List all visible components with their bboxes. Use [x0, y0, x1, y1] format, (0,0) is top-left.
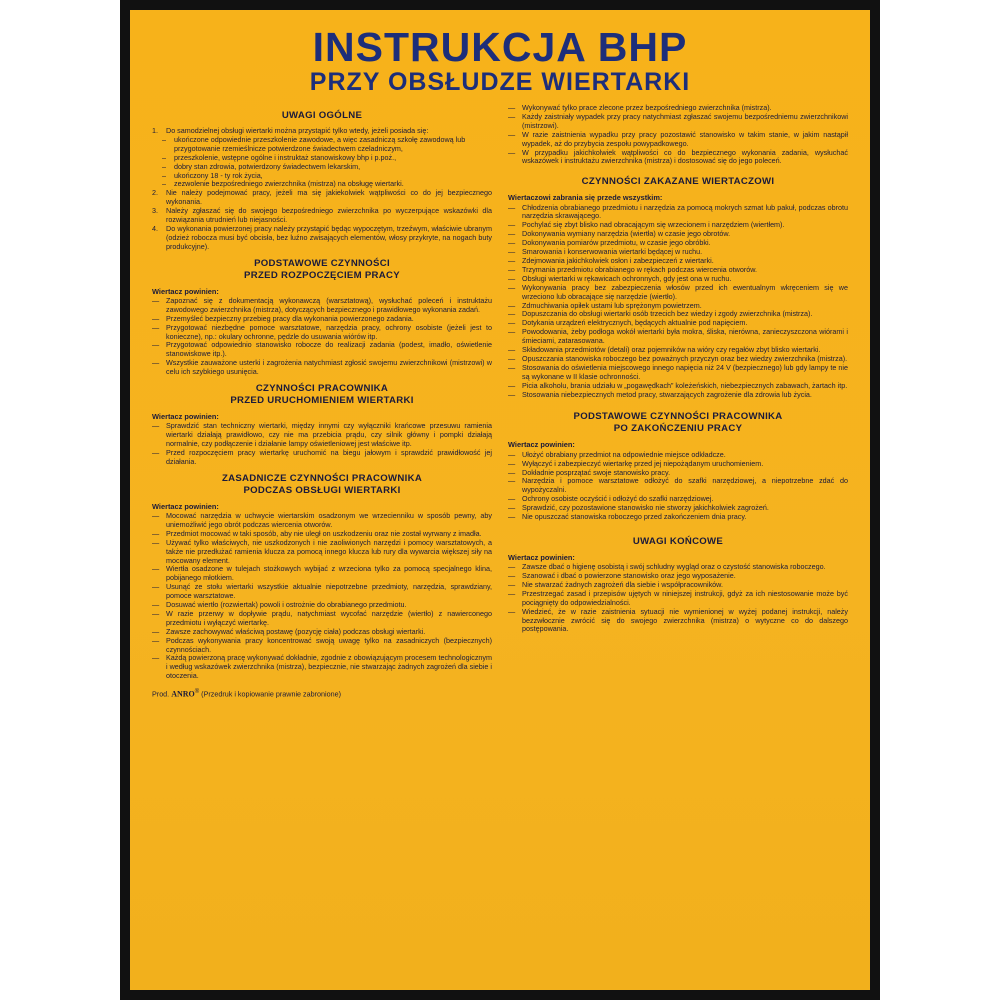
list-item: [152, 324, 492, 342]
list-item-text: Dokonywania wymiany narzędzia (wiertła) w czasie jego obrotów.: [522, 229, 731, 239]
list-item: [508, 204, 848, 222]
numbered-item-text: Należy zgłaszać się do swojego bezpośredniego zwierzchnika po wyczerpujące wskazówki dla rozwiązania utrudnień lub niejasności.: [166, 206, 492, 225]
list-uwagi-ogolne: [152, 127, 492, 252]
list-item: [152, 341, 492, 359]
dash-bullet: [508, 284, 520, 293]
producer-footer: [152, 689, 492, 698]
list-item: [508, 513, 848, 522]
list-item-text: Chłodzenia obrabianego przedmiotu i narzędzia za pomocą mokrych szmat lub pakuł, podczas obrotu narzędzia skrawającego.: [522, 202, 848, 221]
sign-frame: [120, 0, 880, 1000]
section-title-uwagi-ogolne: UWAGI OGÓLNE: [281, 110, 363, 121]
list-item-text: Przedmiot mocować w taki sposób, aby nie uległ on uszkodzeniu oraz nie został wyrwany z imadła.: [166, 528, 482, 538]
list-item-text: Zdmuchiwania opiłek ustami lub sprężonym powietrzem.: [522, 300, 702, 310]
section-title-podczas-obslugi: [152, 473, 492, 497]
list-item-text: Przygotować niezbędne pomoce warsztatowe, narzędzia pracy, ochrony osobiste (jeżeli jest to konieczne), np.: okulary ochronne, pędzle do usuwania wiórów itp.: [166, 322, 492, 341]
list-item-text: Trzymania przedmiotu obrabianego w rękach podczas wiercenia otworów.: [522, 264, 758, 274]
list-item-text: Wiertła osadzone w tulejach stożkowych wybijać z wrzeciona tylko za pomocą specjalnego klina, pobijanego młotkiem.: [166, 564, 492, 583]
item-number: 1.: [152, 126, 158, 135]
list-item: [508, 149, 848, 167]
list-item-text: Sprawdzić, czy pozostawione stanowisko nie stworzy jakichkolwiek zagrożeń.: [522, 503, 769, 513]
dash-bullet: [152, 565, 164, 574]
section-title-uwagi-koncowe: UWAGI KOŃCOWE: [632, 535, 724, 547]
list-item-text: Opuszczania stanowiska roboczego bez poważnych przyczyn oraz bez wiedzy zwierzchnika (mistrza).: [522, 353, 848, 363]
list-item: [152, 512, 492, 530]
list-item: [152, 565, 492, 583]
list-item-text: Zapoznać się z dokumentacją wykonawczą (warsztatową), wysłuchać poleceń i instruktażu zawodowego zwierzchnika (mistrza), dotyczących bezpiecznego i prawidłowego wykonania zadań.: [166, 295, 492, 314]
section-title-line: PODSTAWOWE CZYNNOŚCI PRACOWNIKA: [573, 411, 783, 423]
section-lead: Wiertaczowi zabrania się przede wszystkim:: [508, 193, 663, 203]
numbered-item-text: Nie należy podejmować pracy, jeżeli ma się jakiekolwiek wątpliwości co do jej bezpiecznego wykonania.: [166, 188, 492, 207]
list-item-text: Obsługi wiertarki w rękawicach ochronnych, gdy jest ona w ruchu.: [522, 273, 732, 283]
dash-bullet: [508, 131, 520, 140]
list-item-text: Narzędzia i pomoce warsztatowe odłożyć do szafki narzędziowej, a niepotrzebne zdać do wypożyczalni.: [522, 476, 848, 495]
list-item: [508, 328, 848, 346]
section-title-line: PODCZAS OBSŁUGI WIERTARKI: [243, 484, 401, 496]
dash-bullet: [152, 449, 164, 458]
list-item-text: Przed rozpoczęciem pracy wiertarkę uruchomić na biegu jałowym i sprawdzić prawidłowość jej działania.: [166, 447, 492, 466]
item-number: 3.: [152, 206, 158, 216]
list-subitem-text: ukończone odpowiednie przeszkolenie zawodowe, a więc zasadniczą szkołę zawodową lub przygotowanie rzemieślnicze potwierdzone świadectwem czeladniczym,: [174, 134, 466, 153]
list-item-text: Wykonywać tylko prace zlecone przez bezpośredniego zwierzchnika (mistrza).: [522, 103, 772, 112]
section-title-czynnosci-zakazane: CZYNNOŚCI ZAKAZANE WIERTACZOWI: [581, 176, 775, 188]
list-item-text: Powodowania, żeby podłoga wokół wiertarki była mokra, śliska, nierówna, zanieczyszczona wiórami i śmieciami, zatarasowana.: [522, 327, 848, 346]
list-item-text: Dokładnie posprzątać swoje stanowisko pracy.: [522, 467, 671, 477]
list-item: [152, 297, 492, 315]
list-item: [152, 539, 492, 566]
list-item: [508, 113, 848, 131]
list-item-text: Stosowania do oświetlenia miejscowego innego napięcia niż 24 V (bezpiecznego) lub gdy lampy te nie są wykonane w II klasie ochronności.: [522, 362, 848, 381]
list-czynnosci-zakazane: [508, 204, 848, 400]
dash-bullet: [508, 590, 520, 599]
dash-bullet: [152, 583, 164, 592]
list-continuation: [508, 104, 848, 166]
dash-bullet: [152, 654, 164, 663]
dash-bullet: [508, 149, 520, 158]
list-item-text: Zawsze dbać o higienę osobistą i swój schludny wygląd oraz o czystość stanowiska roboczego.: [522, 562, 826, 572]
list-item-text: W przypadku jakichkolwiek wątpliwości co do bezpiecznego wykonania zadania, wysłuchać wskazówek i instruktażu zwierzchnika (mistrza) i dostosować się do jego poleceń.: [522, 147, 848, 166]
dash-bullet: [508, 204, 520, 213]
section-title-line: CZYNNOŚCI PRACOWNIKA: [255, 383, 389, 395]
list-podczas-obslugi: [152, 512, 492, 681]
list-item-text: Używać tylko właściwych, nie uszkodzonych i nie zaoliwionych narzędzi i pomocy warsztatowych, a także nie przedłużać ramienia klucza za pomocą innego klucza lub rury dla wywarcia większej siły na mocowany element.: [166, 537, 492, 565]
section-title-przed-uruchomieniem: [152, 383, 492, 407]
list-item-text: Przygotować odpowiednio stanowisko robocze do realizacji zadania (podest, imadło, oświetlenie stanowiskowe itp.).: [166, 340, 492, 359]
list-item-text: Mocować narzędzia w uchwycie wiertarskim osadzonym we wrzecienniku w sposób pewny, aby uniemożliwić jego obrót podczas wiercenia otworów.: [166, 510, 492, 529]
list-item: [508, 477, 848, 495]
dash-bullet: [152, 341, 164, 350]
registered-mark: ®: [194, 689, 200, 696]
dash-bullet: [508, 513, 520, 522]
section-title-po-zakonczeniu: [508, 411, 848, 435]
list-item-text: Pochylać się zbyt blisko nad obracającym się wrzecionem i narzędziem (wiertłem).: [522, 220, 785, 230]
dash-bullet: [508, 608, 520, 617]
right-column: [508, 104, 848, 699]
dash-bullet: [508, 364, 520, 373]
list-item-text: Nie stwarzać żadnych zagrożeń dla siebie i współpracowników.: [522, 579, 723, 589]
list-item: [152, 637, 492, 655]
list-item-text: Przestrzegać zasad i przepisów ujętych w niniejszej instrukcji, gdyż za ich niestosowanie może być pociągnięty do odpowiedzialności.: [522, 588, 848, 607]
list-subitem-text: przeszkolenie, wstępne ogólne i instruktaż stanowiskowy bhp i p.poż.,: [174, 152, 397, 162]
list-item-text: Nie opuszczać stanowiska roboczego przed zakończeniem dnia pracy.: [522, 512, 747, 522]
list-item-text: Wiedzieć, że w razie zaistnienia sytuacji nie wymienionej w wyżej podanej instrukcji, należy bezzwłocznie zwrócić się do swojego zwierzchnika (mistrza) o wytyczne co do dalszego postępowania.: [522, 606, 848, 634]
columns: [152, 104, 848, 699]
list-item-text: Sprawdzić stan techniczny wiertarki, między innymi czy wyłączniki krańcowe przesuwu ramienia wiertarki działają prawidłowo, czy nie ma przebicia prądu, czy silnik główny i pompki działają normalnie, czy podłączenie i działanie lampy oświetleniowej jest właściwe itp.: [166, 421, 492, 449]
dash-bullet: [152, 539, 164, 548]
dash-bullet: [162, 136, 166, 145]
list-przed-uruchomieniem: [152, 422, 492, 467]
list-item-text: Ułożyć obrabiany przedmiot na odpowiednie miejsce odkładcze.: [522, 449, 726, 459]
sign-title: INSTRUKCJA BHP: [312, 24, 688, 70]
list-item-text: Zawsze zachowywać właściwą postawę (pozycję ciała) podczas obsługi wiertarki.: [166, 626, 426, 636]
dash-bullet: [152, 512, 164, 521]
section-lead: Wiertacz powinien:: [152, 412, 219, 422]
list-przed-rozpoczeciem: [152, 297, 492, 377]
list-item-text: Stosowania niebezpiecznych metod pracy, stwarzających zagrożenie dla zdrowia lub życia.: [522, 389, 812, 399]
list-item: [508, 284, 848, 302]
dash-bullet: [152, 359, 164, 368]
list-item-text: W razie przerwy w dopływie prądu, natychmiast wycofać narzędzie (wiertło) z nawierconego przedmiotu i wyłączyć wiertarkę.: [166, 608, 492, 627]
numbered-item-text: Do samodzielnej obsługi wiertarki można przystąpić tylko wtedy, jeżeli posiada się:: [166, 126, 429, 135]
list-item-text: Podczas wykonywania pracy koncentrować swoją uwagę tylko na zasadniczych (bezpiecznych) czynnościach.: [166, 635, 492, 654]
list-item: [152, 359, 492, 377]
dash-bullet: [152, 422, 164, 431]
list-item: [508, 131, 848, 149]
section-lead: Wiertacz powinien:: [508, 440, 575, 450]
section-title-przed-rozpoczeciem: [152, 258, 492, 282]
dash-bullet: [508, 113, 520, 122]
list-item: [152, 610, 492, 628]
list-item-text: Każdy zaistniały wypadek przy pracy natychmiast zgłaszać swojemu bezpośredniemu zwierzchnikowi (mistrzowi).: [522, 111, 848, 130]
list-item-text: W razie zaistnienia wypadku przy pracy pozostawić stanowisko w takim stanie, w jakim nastąpił wypadek, aż do przybycia zespołu powypadkowego.: [522, 129, 848, 148]
list-item-text: Wszystkie zauważone usterki i zagrożenia natychmiast zgłosić swojemu zwierzchnikowi (mistrzowi) w celu ich szybkiego usunięcia.: [166, 358, 492, 377]
list-item-text: Dotykania urządzeń elektrycznych, będących aktualnie pod napięciem.: [522, 318, 748, 328]
list-item-text: Smarowania i konserwowania wiertarki będącej w ruchu.: [522, 247, 703, 257]
list-item-text: Zdejmowania jakichkolwiek osłon i zabezpieczeń z wiertarki.: [522, 255, 714, 265]
list-item: [152, 583, 492, 601]
list-po-zakonczeniu: [508, 451, 848, 522]
list-item-text: Składowania przedmiotów (detali) oraz pojemników na wióry czy regałów zbyt blisko wiertarki.: [522, 345, 821, 355]
numbered-item: [152, 225, 492, 252]
numbered-item: [152, 189, 492, 207]
dash-bullet: [152, 297, 164, 306]
list-item: [152, 449, 492, 467]
producer-brand: ANRO: [171, 689, 195, 699]
list-subitem-text: zezwolenie bezpośredniego zwierzchnika (mistrza) na obsługę wiertarki.: [174, 179, 404, 189]
section-lead: Wiertacz powinien:: [152, 501, 219, 511]
list-subitem-text: ukończony 18 - ty rok życia,: [174, 170, 263, 180]
item-number: 2.: [152, 188, 158, 198]
list-uwagi-koncowe: [508, 563, 848, 634]
list-subitem: [152, 136, 492, 154]
copyright-note: (Przedruk i kopiowanie prawnie zabronione): [201, 689, 342, 699]
dash-bullet: [152, 324, 164, 333]
list-item-text: Wykonywania pracy bez zabezpieczenia włosów przed ich ewentualnym wkręceniem się we wrzeciono lub obracające się narzędzie (wiertło).: [522, 282, 848, 301]
list-item: [152, 422, 492, 449]
list-item-text: Picia alkoholu, brania udziału w „pogawędkach” koleżeńskich, niebezpiecznych zabawach, żartach itp.: [522, 380, 848, 390]
section-title-line: PRZED ROZPOCZĘCIEM PRACY: [244, 269, 400, 281]
dash-bullet: [508, 391, 520, 400]
list-item-text: Przemyśleć bezpieczny przebieg pracy dla wykonania powierzonego zadania.: [166, 313, 414, 323]
dash-bullet: [508, 477, 520, 486]
list-item: [508, 391, 848, 400]
section-title-line: PODSTAWOWE CZYNNOŚCI: [254, 257, 390, 269]
list-item: [152, 654, 492, 681]
bhp-instruction-sign: [130, 10, 870, 990]
list-item: [508, 608, 848, 635]
list-item-text: Szanować i dbać o powierzone stanowisko oraz jego wyposażenie.: [522, 571, 736, 581]
list-item: [508, 364, 848, 382]
list-item-text: Ochrony osobiste oczyścić i odłożyć do szafki narzędziowej.: [522, 494, 714, 504]
section-lead: Wiertacz powinien:: [152, 286, 219, 296]
list-item-text: Wyłączyć i zabezpieczyć wiertarkę przed jej niepożądanym uruchomieniem.: [522, 458, 764, 468]
numbered-item: [152, 207, 492, 225]
list-item-text: Dokonywania pomiarów przedmiotu, w czasie jego obróbki.: [522, 238, 711, 248]
section-title-line: ZASADNICZE CZYNNOŚCI PRACOWNIKA: [221, 472, 423, 484]
list-item-text: Każdą powierzoną pracę wykonywać dokładnie, zgodnie z obowiązującym procesem technologicznym i według wskazówek zwierzchnika (mistrza), bezpiecznie, nie stwarzając żadnych zagrożeń dla siebie i otoczenia.: [166, 653, 492, 681]
dash-bullet: [152, 637, 164, 646]
footer-prefix: Prod.: [152, 689, 170, 699]
item-number: 4.: [152, 223, 158, 233]
numbered-item-text: Do wykonania powierzonej pracy należy przystąpić będąc wypoczętym, trzeźwym, właściwie ubranym (odzież robocza musi być obcisła, bez luźno zwisających elementów, włosy przykryte, na nogach buty produkcyjne).: [166, 223, 492, 251]
list-item-text: Dosuwać wiertło (rozwiertak) powoli i ostrożnie do obrabianego przedmiotu.: [166, 600, 407, 610]
section-title-line: PO ZAKOŃCZENIU PRACY: [613, 423, 743, 435]
left-column: [152, 104, 492, 699]
section-title-line: PRZED URUCHOMIENIEM WIERTARKI: [230, 395, 414, 407]
list-item-text: Dopuszczania do obsługi wiertarki osób trzecich bez wiedzy i zgody zwierzchnika (mistrza).: [522, 309, 813, 319]
section-lead: Wiertacz powinien:: [508, 552, 575, 562]
dash-bullet: [152, 610, 164, 619]
list-item-text: Usunąć ze stołu wiertarki wszystkie aktualnie niepotrzebne przedmioty, narzędzia, sprawdziany, pomoce warsztatowe.: [166, 582, 492, 601]
list-subitem-text: dobry stan zdrowia, potwierdzony świadectwem lekarskim,: [174, 161, 361, 171]
list-item: [508, 590, 848, 608]
dash-bullet: [508, 328, 520, 337]
sign-subtitle: PRZY OBSŁUDZE WIERTARKI: [309, 68, 691, 96]
